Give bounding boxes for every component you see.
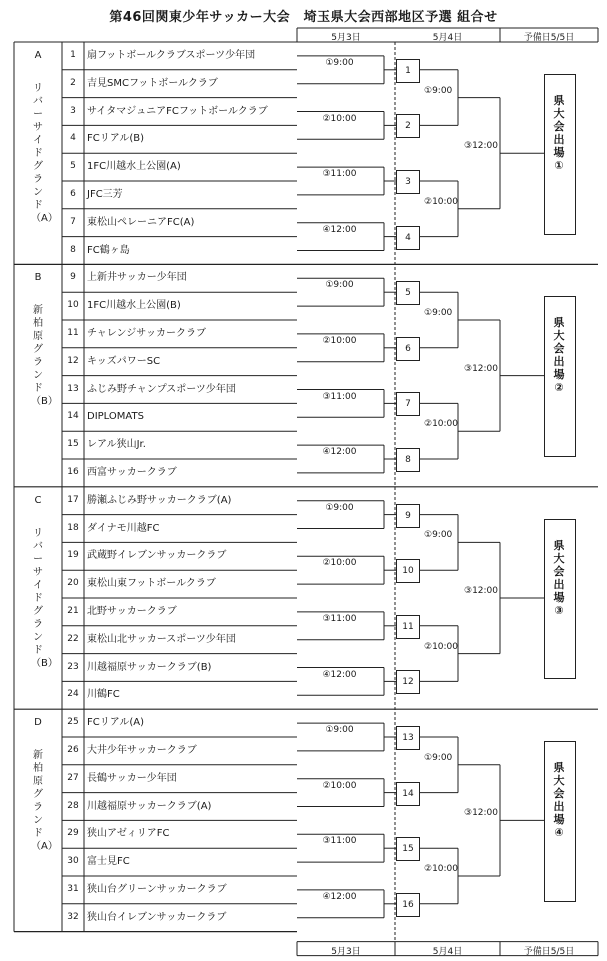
team-name: 大井少年サッカークラブ [87, 745, 197, 756]
team-number: 31 [67, 884, 79, 894]
team-name: サイタマジュニアFCフットボールクラブ [87, 105, 268, 117]
team-name: 上新井サッカー少年団 [87, 272, 187, 284]
team-number: 26 [67, 745, 79, 755]
team-name: 狭山台グリーンサッカークラブ [87, 884, 227, 895]
venue-name: リバーサイドグランド（A） [31, 83, 58, 224]
match-time: ③11:00 [299, 392, 380, 405]
match-number-box: 10 [396, 559, 420, 583]
team-name: JFC三芳 [87, 189, 123, 200]
match-time: ①9:00 [299, 58, 380, 71]
match-time: ①9:00 [299, 503, 380, 516]
team-number: 15 [67, 439, 79, 450]
round3-time: ③12:00 [464, 141, 499, 152]
venue-name: 新柏原グランド（B） [31, 305, 58, 408]
match-time: ①9:00 [299, 280, 380, 293]
match-number-box: 7 [396, 392, 420, 416]
team-number: 2 [70, 77, 76, 88]
team-number: 17 [67, 494, 79, 505]
team-name: DIPLOMATS [87, 411, 144, 423]
match-time: ②10:00 [299, 114, 380, 127]
match-number-box: 6 [396, 337, 420, 361]
team-number: 4 [70, 133, 76, 144]
team-name: 東松山東フットボールクラブ [87, 578, 216, 590]
team-name: 扇フットボールクラブスポーツ少年団 [87, 50, 256, 61]
round2-time: ①9:00 [424, 308, 453, 318]
match-number-box: 15 [396, 837, 420, 861]
team-name: キッズパワーSC [87, 355, 161, 367]
team-number: 22 [67, 633, 79, 644]
match-time: ③11:00 [299, 169, 380, 182]
match-time: ②10:00 [299, 558, 380, 571]
match-number-box: 14 [396, 782, 420, 806]
team-name: 狭山台イレブンサッカークラブ [87, 911, 227, 923]
team-number: 5 [70, 161, 76, 172]
team-number: 30 [67, 856, 79, 867]
team-number: 16 [67, 467, 79, 477]
team-number: 3 [70, 105, 76, 116]
day-header: 5月3日 [331, 33, 361, 43]
day-header-bottom: 5月3日 [331, 946, 361, 957]
team-number: 20 [67, 578, 79, 589]
team-number: 27 [67, 772, 79, 783]
team-name: 勝瀬ふじみ野サッカークラブ(A) [87, 494, 232, 506]
team-name: FCリアル(A) [87, 717, 144, 729]
match-time: ④12:00 [299, 670, 380, 683]
round2-time: ②10:00 [424, 641, 459, 652]
match-number-box: 3 [396, 170, 420, 194]
team-name: 川越福原サッカークラブ(A) [87, 800, 212, 812]
venue-name: リバーサイドグランド（B） [31, 527, 58, 669]
team-name: FCリアル(B) [87, 133, 144, 145]
qualification-label: 県大会出場③ [553, 538, 565, 617]
team-name: ふじみ野チャンプスポーツ少年団 [87, 383, 236, 395]
team-name: 吉見SMCフットボールクラブ [87, 77, 218, 89]
team-number: 8 [70, 244, 76, 255]
match-number-box: 4 [396, 226, 420, 250]
match-time: ④12:00 [299, 892, 380, 905]
match-number-box: 8 [396, 448, 420, 472]
team-name: 西富サッカークラブ [87, 467, 177, 478]
round3-time: ③12:00 [464, 363, 499, 374]
match-time: ④12:00 [299, 225, 380, 238]
team-number: 23 [67, 661, 79, 672]
team-name: 狭山アゼィリアFC [87, 828, 170, 840]
match-time: ③11:00 [299, 614, 380, 627]
team-number: 32 [67, 911, 79, 922]
team-number: 9 [70, 272, 76, 283]
team-name: チャレンジサッカークラブ [87, 328, 206, 339]
match-time: ②10:00 [299, 781, 380, 794]
day-header-bottom: 5月4日 [432, 946, 463, 957]
venue-name: 新柏原グランド（A） [31, 750, 58, 853]
match-number-box: 12 [396, 670, 420, 694]
team-number: 18 [67, 522, 79, 533]
team-number: 7 [70, 216, 76, 227]
team-number: 6 [70, 189, 76, 199]
round2-time: ②10:00 [424, 419, 459, 430]
match-number-box: 5 [396, 281, 420, 305]
team-name: ダイナモ川越FC [87, 522, 160, 534]
day-header: 予備日5/5日 [523, 33, 575, 43]
team-name: 1FC川越水上公園(B) [87, 300, 181, 312]
qualification-label: 県大会出場① [553, 93, 565, 172]
team-number: 14 [67, 411, 79, 422]
team-name: 川越福原サッカークラブ(B) [87, 661, 212, 673]
match-number-box: 11 [396, 615, 420, 639]
match-number-box: 2 [396, 114, 420, 138]
team-name: 長鶴サッカー少年団 [87, 772, 177, 784]
team-number: 19 [67, 550, 79, 561]
qualification-label: 県大会出場④ [553, 761, 565, 839]
round2-time: ①9:00 [424, 530, 453, 541]
match-number-box: 16 [396, 893, 420, 917]
group-letter: D [34, 717, 42, 729]
match-number-box: 1 [396, 59, 420, 83]
round2-time: ②10:00 [424, 864, 459, 874]
team-name: 1FC川越水上公園(A) [87, 161, 181, 173]
round2-time: ①9:00 [424, 85, 453, 96]
team-number: 24 [67, 689, 79, 700]
group-letter: B [34, 272, 42, 284]
team-name: 東松山北サッカースポーツ少年団 [87, 633, 236, 645]
round3-time: ③12:00 [464, 586, 499, 596]
team-number: 29 [67, 828, 79, 839]
team-name: 川鶴FC [87, 689, 120, 701]
team-name: 北野サッカークラブ [87, 606, 177, 617]
team-number: 11 [67, 328, 79, 338]
team-number: 25 [67, 717, 79, 728]
team-number: 1 [70, 50, 76, 60]
team-number: 28 [67, 800, 79, 811]
round3-time: ③12:00 [464, 808, 499, 819]
team-name: 東松山ペレーニアFC(A) [87, 216, 195, 228]
team-number: 21 [67, 606, 79, 616]
group-letter: C [34, 494, 42, 506]
team-name: FC鶴ヶ島 [87, 244, 130, 256]
match-time: ①9:00 [299, 725, 380, 738]
day-header: 5月4日 [432, 33, 463, 43]
match-number-box: 9 [396, 504, 420, 528]
team-number: 12 [67, 355, 79, 366]
round2-time: ②10:00 [424, 196, 459, 207]
team-number: 10 [67, 300, 79, 311]
qualification-label: 県大会出場② [553, 316, 565, 395]
team-name: 武蔵野イレブンサッカークラブ [87, 550, 227, 562]
match-time: ③11:00 [299, 836, 380, 849]
team-name: レアル狭山Jr. [87, 439, 146, 451]
match-time: ②10:00 [299, 336, 380, 349]
group-letter: A [34, 50, 42, 61]
match-time: ④12:00 [299, 447, 380, 460]
page-title: 第46回関東少年サッカー大会 埼玉県大会西部地区予選 組合せ [109, 10, 498, 25]
team-number: 13 [67, 383, 79, 394]
round2-time: ①9:00 [424, 752, 453, 763]
team-name: 富士見FC [87, 856, 130, 868]
match-number-box: 13 [396, 726, 420, 750]
day-header-bottom: 予備日5/5日 [523, 946, 575, 957]
